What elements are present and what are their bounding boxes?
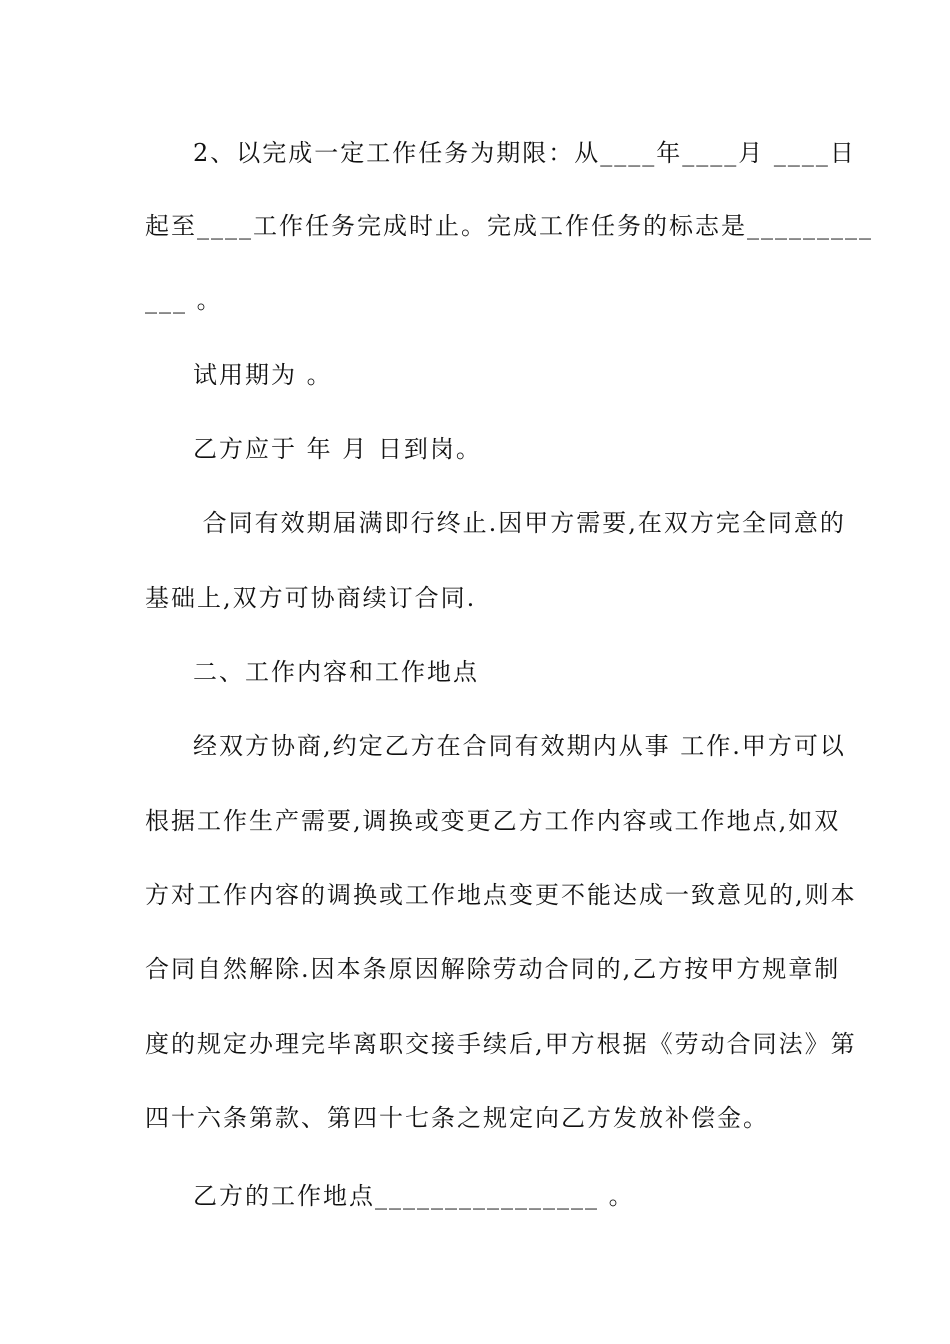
paragraph-line: 度的规定办理完毕离职交接手续后,甲方根据《劳动合同法》第 bbox=[145, 1030, 857, 1058]
paragraph-line: 合同自然解除.因本条原因解除劳动合同的,乙方按甲方规章制 bbox=[145, 955, 841, 983]
paragraph-line: 2、以完成一定工作任务为期限：从____年____月 ____日 bbox=[193, 139, 856, 167]
paragraph-line: 经双方协商,约定乙方在合同有效期内从事 工作.甲方可以 bbox=[193, 732, 846, 760]
paragraph-line: 试用期为 。 bbox=[193, 361, 333, 389]
paragraph-line: 根据工作生产需要,调换或变更乙方工作内容或工作地点,如双 bbox=[145, 807, 841, 835]
paragraph-line: ___ 。 bbox=[145, 286, 223, 314]
paragraph-line: 基础上,双方可协商续订合同. bbox=[145, 584, 477, 612]
paragraph-line: 乙方的工作地点________________ 。 bbox=[193, 1182, 635, 1210]
paragraph-line: 方对工作内容的调换或工作地点变更不能达成一致意见的,则本 bbox=[145, 881, 857, 909]
paragraph-line: 合同有效期届满即行终止.因甲方需要,在双方完全同意的 bbox=[193, 509, 846, 537]
paragraph-line: 四十六条第款、第四十七条之规定向乙方发放补偿金。 bbox=[145, 1104, 769, 1132]
paragraph-line: 乙方应于 年 月 日到岗。 bbox=[193, 435, 482, 463]
paragraph-line: 起至____工作任务完成时止。完成工作任务的标志是_________ bbox=[145, 212, 873, 240]
section-heading: 二、工作内容和工作地点 bbox=[193, 658, 479, 686]
